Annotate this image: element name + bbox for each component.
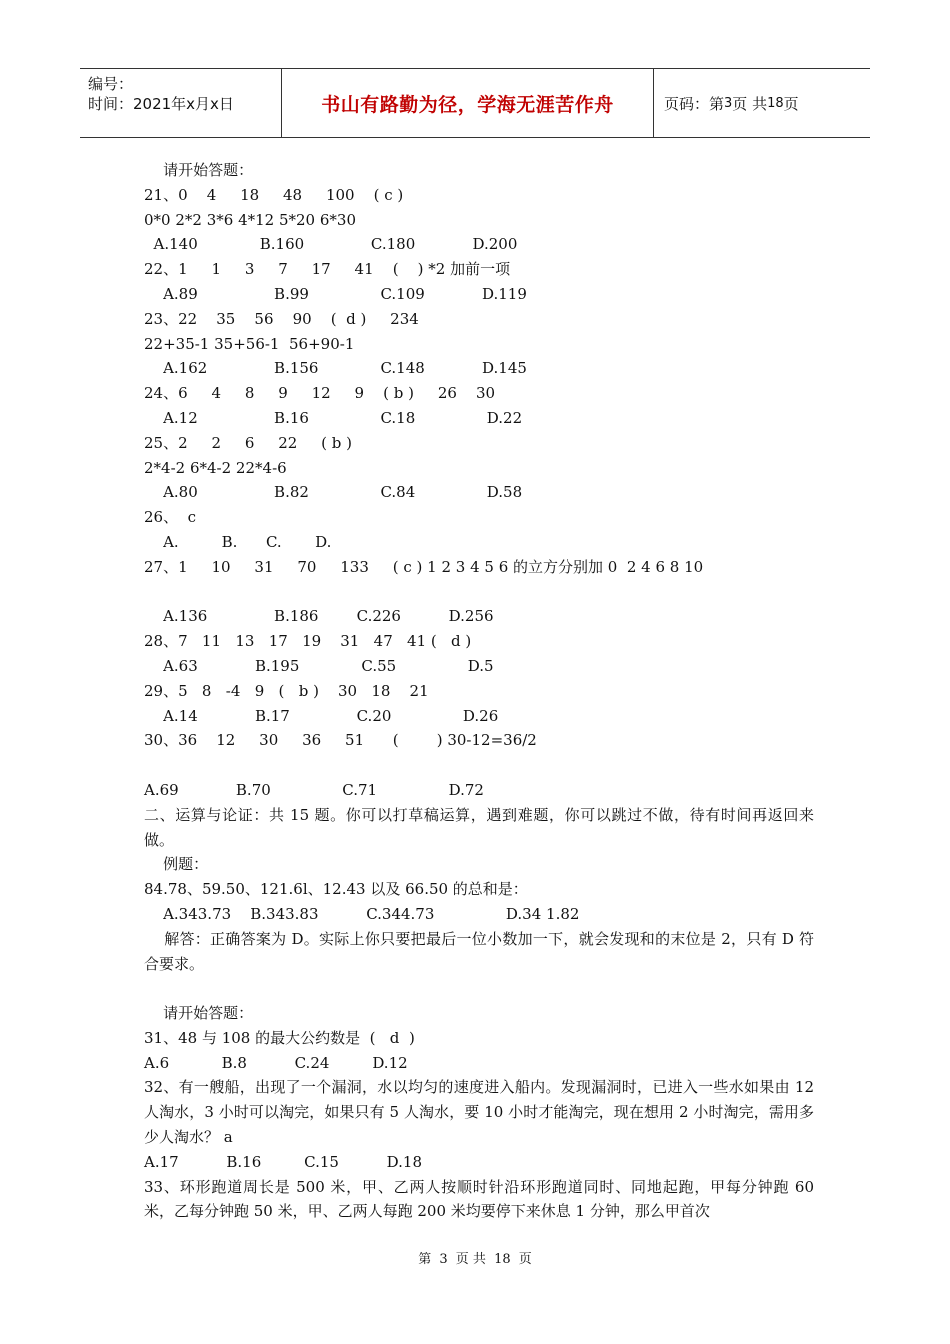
answer-explanation: 解答：正确答案为 D。实际上你只要把最后一位小数加一下，就会发现和的末位是 2，只有 D 符合要求。 [144,929,814,973]
page-label: 页码：第 [664,94,725,113]
text-line: A.69 B.70 C.71 D.72 [144,780,484,799]
text-line: A.12 B.16 C.18 D.22 [144,408,523,427]
text-line: 29、5 8 -4 9 ( b ) 30 18 21 [144,681,429,700]
text-line: 22+35-1 35+56-1 56+90-1 [144,334,355,353]
question-33: 33、环形跑道周长是 500 米，甲、乙两人按顺时针沿环形跑道同时、同地起跑，甲每分钟跑 60 米，乙每分钟跑 50 米，甲、乙两人每跑 200 米均要停下来休息 1 分钟，那么甲首次 [144,1177,814,1221]
text-line: 例题： [144,855,209,874]
text-line: A.89 B.99 C.109 D.119 [144,284,527,303]
text-line: 28、7 11 13 17 19 31 47 41 ( d ) [144,632,472,651]
text-line: 26、 c [144,508,197,527]
text-line: 24、6 4 8 9 12 9 ( b ) 26 30 [144,384,496,403]
text-line: 22、1 1 3 7 17 41 ( ) *2 加前一项 [144,260,511,279]
text-line: A.6 B.8 C.24 D.12 [144,1053,408,1072]
page-header [80,68,870,138]
text-line: 27、1 10 31 70 133 ( c ) 1 2 3 4 5 6 的立方分别加 0 2 4 6 8 10 [144,557,704,576]
text-line: 2*4-2 6*4-2 22*4-6 [144,458,287,477]
number-label: 编号： [88,75,134,93]
text-line [144,753,814,778]
footer-suffix: 页 [518,1252,532,1267]
page-end: 页 [783,94,799,113]
page-footer [0,1248,950,1267]
text-line: A.136 B.186 C.226 D.256 [144,607,494,626]
footer-mid: 页 共 [455,1252,486,1267]
question-32-options: A.17 B.16 C.15 D.18 [144,1152,422,1171]
text-line: 30、36 12 30 36 51 ( ) 30-12=36/2 [144,731,537,750]
header-motto: 书山有路勤为径，学海无涯苦作舟 [282,69,654,137]
section-two-intro: 二、运算与论证：共 15 题。你可以打草稿运算，遇到难题，你可以跳过不做，待有时间再返回来做。 [144,805,814,849]
text-line: 请开始答题： [144,1004,254,1023]
text-line: A.14 B.17 C.20 D.26 [144,706,499,725]
header-info-cell [80,69,282,137]
question-32: 32、有一艘船，出现了一个漏洞，水以均匀的速度进入船内。发现漏洞时，已进入一些水如果由 12 人淘水，3 小时可以淘完，如果只有 5 人淘水，要 10 小时才能淘完，现在想用 2 小时淘完，需用多少人淘水？ a [144,1078,814,1147]
text-line: 21、0 4 18 48 100 ( c ) [144,185,404,204]
text-line: 23、22 35 56 90 ( d ) 234 [144,309,419,328]
text-line: A.63 B.195 C.55 D.5 [144,656,494,675]
text-line: 请开始答题： [144,161,254,179]
text-line: 0*0 2*2 3*6 4*12 5*20 6*30 [144,210,356,229]
page-total: 18 [767,95,784,111]
text-line [144,976,814,1001]
footer-prefix: 第 [418,1252,432,1267]
text-line: A.140 B.160 C.180 D.200 [144,235,518,254]
time-label: 时间：2021年x月x日 [88,95,234,113]
text-line: 25、2 2 6 22 ( b ) [144,433,353,452]
text-line: A.343.73 B.343.83 C.344.73 D.34 1.82 [144,904,580,923]
text-line: A.80 B.82 C.84 D.58 [144,483,523,502]
text-line: A.162 B.156 C.148 D.145 [144,359,527,378]
document-body [144,158,814,1224]
page-current: 3 [724,95,733,111]
page-mid: 页 共 [732,94,768,113]
text-line: A. B. C. D. [144,532,332,551]
text-line: 84.78、59.50、121.6l、12.43 以及 66.50 的总和是： [144,880,528,899]
text-line: 31、48 与 108 的最大公约数是 ( d ) [144,1028,415,1047]
header-page-counter [654,69,870,137]
footer-current: 3 [439,1252,448,1267]
text-line [144,580,814,605]
footer-total: 18 [494,1252,511,1267]
